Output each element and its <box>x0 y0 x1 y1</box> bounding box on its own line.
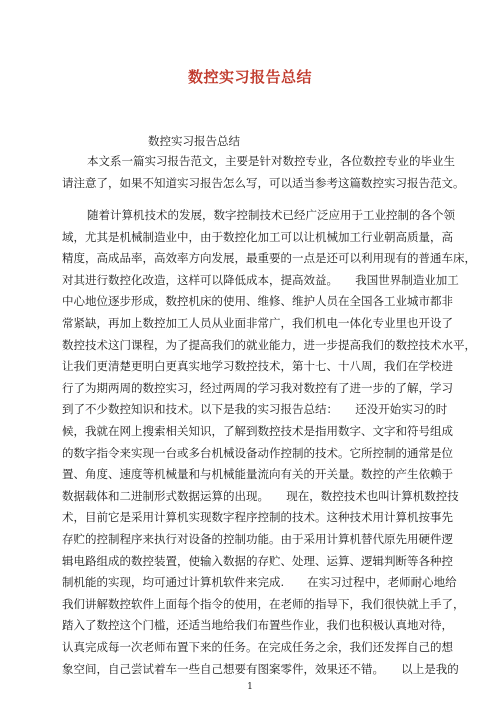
text-line: 常紧缺，再加上数控加工人员从业面非常广，我们机电一体化专业里也开设了 <box>62 316 453 330</box>
text-line: 随着计算机技术的发展，数字控制技术已经广泛应用于工业控制的各个领 <box>87 208 455 222</box>
text-line: 让我们更清楚更明白更真实地学习数控技术，第十七、十八周，我们在学校进 <box>62 359 453 374</box>
text-line: 行了为期两周的数控实习，经过两周的学习我对数控有了进一步的了解，学习 <box>62 380 453 395</box>
text-line: 术，目前它是采用计算机实现数字程序控制的技术。这种技术用计算机按事先 <box>62 510 453 525</box>
text-line: 象空间，自己尝试着车一些自己想要有图案零件，效果还不错。 以上是我的 <box>62 661 459 676</box>
page-number: 1 <box>247 682 253 692</box>
text-line: 对其进行数控化改造，这样可以降低成本，提高效益。 我国世界制造业加工 <box>62 272 459 287</box>
text-line: 辑电路组成的数控装置，使输入数据的存贮、处理、运算、逻辑判断等各种控 <box>62 553 453 568</box>
text-line: 域，尤其是机械制造业中，由于数控化加工可以让机械加工行业朝高质量，高 <box>62 229 453 244</box>
text-line: 请注意了，如果不知道实习报告怎么写，可以适当参考这篇数控实习报告范文。 <box>62 175 465 190</box>
text-line: 本文系一篇实习报告范文，主要是针对数控专业，各位数控专业的毕业生 <box>87 154 455 168</box>
text-line: 精度，高成品率，高效率方向发展，最重要的一点是还可以利用现有的普通车床， <box>62 251 476 266</box>
text-line: 候，我就在网上搜索相关知识，了解到数控技术是指用数字、文字和符号组成 <box>62 424 453 438</box>
text-line: 数据载体和二进制形式数据运算的出现。 现在，数控技术也叫计算机数控技 <box>62 488 459 503</box>
text-line: 认真完成每一次老师布置下来的任务。在完成任务之余，我们还发挥自己的想 <box>62 640 453 654</box>
text-line: 我们讲解数控软件上面每个指令的使用，在老师的指导下，我们很快就上手了， <box>62 596 465 611</box>
text-line: 踏入了数控这个门槛，还适当地给我们布置些作业，我们也积极认真地对待， <box>62 618 453 633</box>
text-line: 数控技术这门课程，为了提高我们的就业能力，进一步提高我们的数控技术水平， <box>62 337 476 352</box>
document-title: 数控实习报告总结 <box>187 68 312 86</box>
document-subtitle: 数控实习报告总结 <box>148 134 240 148</box>
text-line: 到了不少数控知识和技术。以下是我的实习报告总结： 还没开始实习的时 <box>62 402 448 417</box>
text-line: 置、角度、速度等机械量和与机械能量流向有关的开关量。数控的产生依赖于 <box>62 467 453 482</box>
text-line: 的数字指令来实现一台或多台机械设备动作控制的技术。它所控制的通常是位 <box>62 445 453 460</box>
text-line: 存贮的控制程序来执行对设备的控制功能。由于采用计算机替代原先用硬件逻 <box>62 532 453 546</box>
text-line: 中心地位逐步形成，数控机床的使用、维修、维护人员在全国各工业城市都非 <box>62 294 453 309</box>
text-line: 制机能的实现，均可通过计算机软件来完成. 在实习过程中，老师耐心地给 <box>62 575 457 590</box>
